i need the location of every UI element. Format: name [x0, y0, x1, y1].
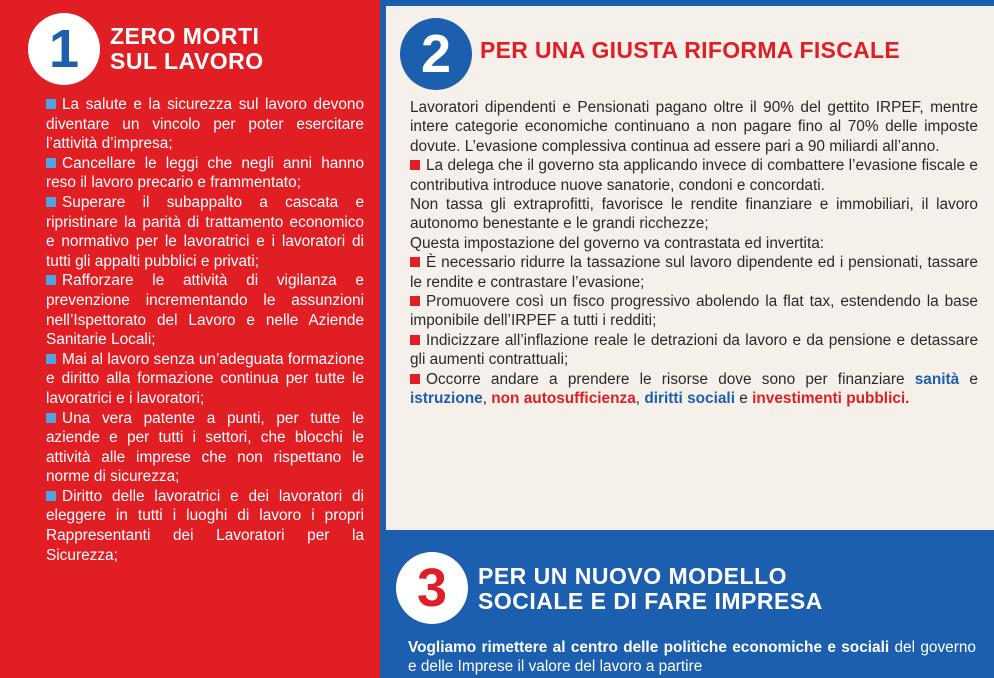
section-title: PER UN NUOVO MODELLO SOCIALE E DI FARE IMPRESA: [478, 563, 823, 614]
list-item: Promuovere così un fisco progressivo abolendo la flat tax, estendendo la base imponibile dell’IRPEF a tutti i redditi;: [410, 293, 978, 330]
bullet-square-icon: [46, 275, 56, 285]
bullet-square-icon: [46, 99, 56, 109]
bullet-square-icon: [46, 491, 56, 501]
bullet-square-icon: [46, 197, 56, 207]
bullet-square-icon: [46, 413, 56, 423]
section-riforma-fiscale: [386, 6, 994, 530]
keyword-investimenti-pubblici: investimenti pubblici.: [752, 390, 910, 408]
section-title: ZERO MORTI SUL LAVORO: [110, 23, 264, 74]
keyword-diritti-sociali: diritti sociali: [644, 390, 735, 408]
bullet-square-icon: [410, 257, 420, 267]
paragraph: Questa impostazione del governo va contrastata ed invertita:: [410, 234, 825, 252]
keyword-non-autosufficienza: non autosufficienza: [491, 390, 636, 408]
keyword-istruzione: istruzione: [410, 390, 483, 408]
keyword-sanita: sanità: [914, 370, 960, 388]
section-body: [408, 638, 976, 677]
list-item: Indicizzare all’inflazione reale le detrazioni da lavoro e da pensione e detassare gli aumenti contrattuali;: [410, 331, 978, 369]
section-number-badge: 2: [400, 18, 472, 90]
section-body: [46, 95, 364, 565]
section-zero-morti: [0, 0, 380, 678]
section-nuovo-modello: [386, 530, 994, 678]
list-item: Una vera patente a punti, per tutte le aziende e per tutti i settori, che blocchi le attività alle imprese che non rispettano le norme di sicurezza;: [46, 409, 364, 486]
section-number-badge: 1: [28, 13, 100, 85]
bullet-square-icon: [410, 296, 420, 306]
section-body: [410, 98, 978, 409]
paragraph: Non tassa gli extraprofitti, favorisce le rendite finanziare e immobiliari, il lavoro autonomo benestante e le grandi ricchezze;: [410, 196, 978, 233]
list-item: La delega che il governo sta applicando invece di combattere l’evasione fiscale e contributiva introduce nuove sanatorie, condoni e concordati.: [410, 157, 978, 194]
bullet-square-icon: [410, 374, 420, 384]
bullet-square-icon: [46, 158, 56, 168]
section-number-badge: 3: [396, 552, 468, 624]
paragraph: Vogliamo rimettere al centro delle politiche economiche e sociali del governo e delle Imprese il valore del lavoro a partire: [408, 639, 976, 676]
bullet-square-icon: [410, 335, 420, 345]
list-item: Diritto delle lavoratrici e dei lavoratori di eleggere in tutti i luoghi di lavoro i propri Rappresentanti dei Lavoratori per la Sicurezza;: [46, 487, 364, 564]
list-item: Occorre andare a prendere le risorse dove sono per finanziare sanità e istruzione, non autosufficienza, diritti sociali e investimenti pubblici.: [410, 370, 978, 408]
list-item: Rafforzare le attività di vigilanza e prevenzione incrementando le assunzioni nell’Ispettorato del Lavoro e nelle Aziende Sanitarie Locali;: [46, 272, 364, 349]
list-item: Superare il subappalto a cascata e ripristinare la parità di trattamento economico e normativo per le lavoratrici e i lavoratori di tutti gli appalti pubblici e privati;: [46, 193, 364, 270]
bullet-square-icon: [410, 160, 420, 170]
bullet-square-icon: [46, 354, 56, 364]
list-item: Mai al lavoro senza un’adeguata formazione e diritto alla formazione continua per tutte le lavoratrici e i lavoratori;: [46, 350, 365, 407]
paragraph: Lavoratori dipendenti e Pensionati pagano oltre il 90% del gettito IRPEF, mentre intere categorie economiche continuano a non pagare fino al 70% delle imposte dovute. L’evasione complessiva continua ad essere pari a 90 miliardi all’anno.: [410, 99, 978, 155]
list-item: La salute e la sicurezza sul lavoro devono diventare un vincolo per poter esercitare l’attività d’impresa;: [46, 96, 364, 153]
section-title: PER UNA GIUSTA RIFORMA FISCALE: [480, 37, 901, 63]
list-item: È necessario ridurre la tassazione sul lavoro dipendente ed i pensionati, tassare le rendite e contrastare l’evasione;: [410, 254, 978, 291]
list-item: Cancellare le leggi che negli anni hanno reso il lavoro precario e frammentato;: [46, 154, 364, 192]
